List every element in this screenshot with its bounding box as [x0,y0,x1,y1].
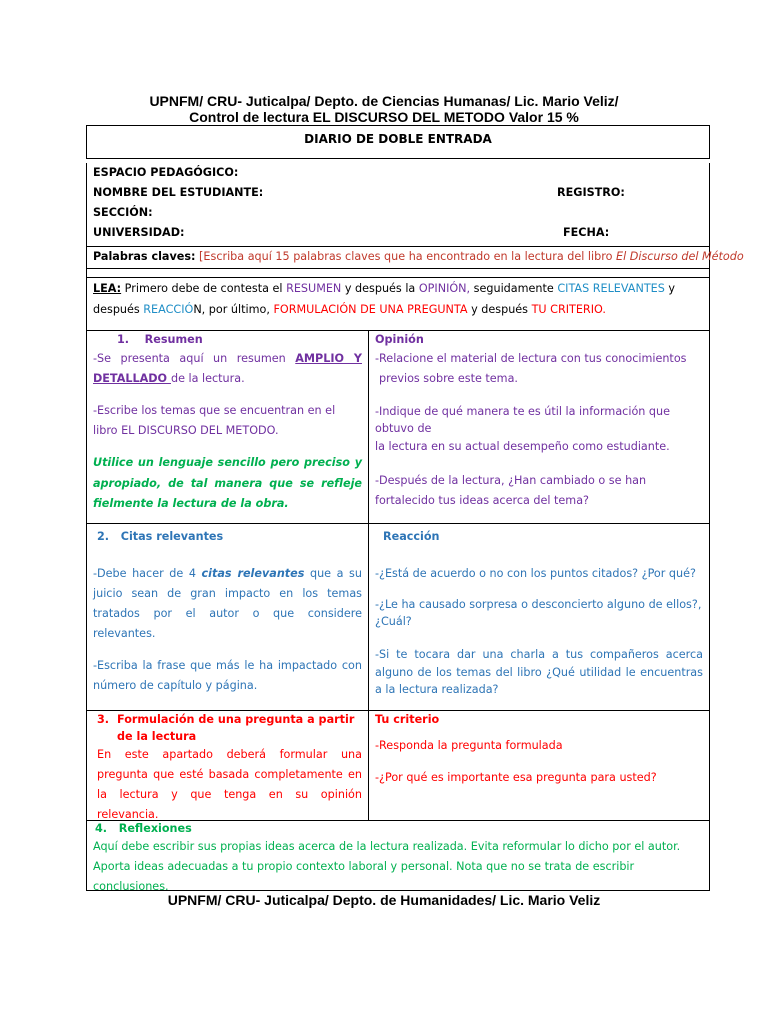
reaccion-p3: -Si te tocara dar una charla a tus compañeros acerca alguno de los temas del libro ¿Qué utilidad le encuentras a la lectura realizada? [375,648,703,696]
document-footer: UPNFM/ CRU- Juticalpa/ Depto. de Humanidades/ Lic. Mario Veliz [167,892,601,908]
lea-text-5: N, por último, [193,303,274,316]
criterio-cell [369,711,709,820]
lea-opinion: OPINIÓN, [418,282,471,295]
table-title: DIARIO DE DOBLE ENTRADA [86,125,710,159]
formulacion-num: 3. [97,713,110,726]
reflexiones-p1: Aquí debe escribir sus propias ideas acerca de la lectura realizada. Evita reformular lo dicho por el autor. Aporta ideas adecuadas a tu propio contexto laboral y personal. Nota que no se trata de escribir conclusiones. [93,840,681,893]
keywords-book: El Discurso del Método [616,250,744,263]
citas-num: 2. [97,530,110,543]
reaccion-heading: Reacción [383,530,440,543]
lea-text-2: y después la [341,282,419,295]
table-gap [86,269,710,277]
row-formulacion-criterio [86,711,710,821]
resumen-p1b: AMPLIO Y DETALLADO [93,352,362,385]
opinion-p2a: -Indique de qué manera te es útil la información que obtuvo de [375,405,671,435]
formulacion-p1: En este apartado deberá formular una pregunta que esté basada completamente en la lectura y que tenga en su opinión relevancia. [97,748,362,821]
resumen-cell [87,331,369,523]
lea-formulacion: FORMULACIÓN DE UNA PREGUNTA [273,303,468,316]
lea-citas: CITAS RELEVANTES [557,282,665,295]
resumen-num: 1. [117,333,130,346]
resumen-p2: -Escribe los temas que se encuentran en el libro EL DISCURSO DEL METODO. [93,404,336,437]
opinion-p1a: -Relacione el material de lectura con tus conocimientos [375,352,687,365]
criterio-p2: -¿Por qué es importante esa pregunta para usted? [375,771,657,784]
criterio-heading: Tu criterio [375,713,440,726]
opinion-p3: -Después de la lectura, ¿Han cambiado o se han fortalecido tus ideas acerca del tema? [375,474,647,507]
double-entry-journal-table [86,125,744,893]
espacio-label: ESPACIO PEDAGÓGICO: [93,166,239,179]
lea-text-6: y después [467,303,532,316]
seccion-label: SECCIÓN: [93,206,153,219]
keywords-text: [Escriba aquí 15 palabras claves que ha encontrado en la lectura del libro [195,250,616,263]
opinion-p2b: la lectura en su actual desempeño como estudiante. [375,440,670,453]
formulacion-cell [87,711,369,820]
formulacion-heading: Formulación de una pregunta a partir de la lectura [117,713,355,743]
lea-reaccion: REACCIÓ [143,303,194,316]
lea-instructions [86,277,710,331]
reaccion-cell [369,524,709,710]
lea-text-3: seguidamente [470,282,558,295]
opinion-cell [369,331,709,523]
row-resumen-opinion [86,331,710,524]
lea-label: LEA: [93,282,122,295]
keywords-row [86,247,744,269]
reflexiones-heading: Reflexiones [118,822,192,835]
opinion-heading: Opinión [375,333,424,346]
resumen-p1c: de la lectura. [170,372,245,385]
citas-p1c: que a su juicio sean de gran impacto en los temas tratados por el autor o que considere relevantes. [93,567,362,640]
reaccion-p2: -¿Le ha causado sorpresa o desconcierto alguno de ellos?, ¿Cuál? [375,598,702,628]
citas-p1b: citas relevantes [201,567,305,580]
citas-heading: Citas relevantes [120,530,224,543]
citas-p1a: -Debe hacer de 4 [93,567,202,580]
resumen-heading: Resumen [144,333,203,346]
reflexiones-section [86,821,710,891]
resumen-p3: Utilice un lenguaje sencillo pero preciso y apropiado, de tal manera que se refleje fielmente la lectura de la obra. [93,456,362,510]
citas-cell [87,524,369,710]
reflexiones-num: 4. [95,822,108,835]
reaccion-p1: -¿Está de acuerdo o no con los puntos citados? ¿Por qué? [375,567,696,580]
opinion-p1b: previos sobre este tema. [379,372,518,385]
lea-text-4: y después [93,282,676,316]
citas-p2: -Escriba la frase que más le ha impactado con número de capítulo y página. [93,659,362,692]
keywords-label: Palabras claves: [93,250,196,263]
universidad-label: UNIVERSIDAD: [93,226,185,239]
lea-criterio: TU CRITERIO. [531,303,606,316]
criterio-p1: -Responda la pregunta formulada [375,739,563,752]
registro-label: REGISTRO: [557,186,625,199]
document-header-line2: Control de lectura EL DISCURSO DEL METODO Valor 15 % [189,109,579,125]
document-header-line1: UPNFM/ CRU- Juticalpa/ Depto. de Ciencias Humanas/ Lic. Mario Veliz/ [149,93,619,109]
student-info-section [86,163,710,247]
row-citas-reaccion [86,524,710,711]
fecha-label: FECHA: [563,226,610,239]
lea-resumen: RESUMEN [286,282,342,295]
nombre-label: NOMBRE DEL ESTUDIANTE: [93,186,264,199]
resumen-p1a: -Se presenta aquí un resumen [93,352,296,365]
lea-text-1: Primero debe de contesta el [121,282,287,295]
